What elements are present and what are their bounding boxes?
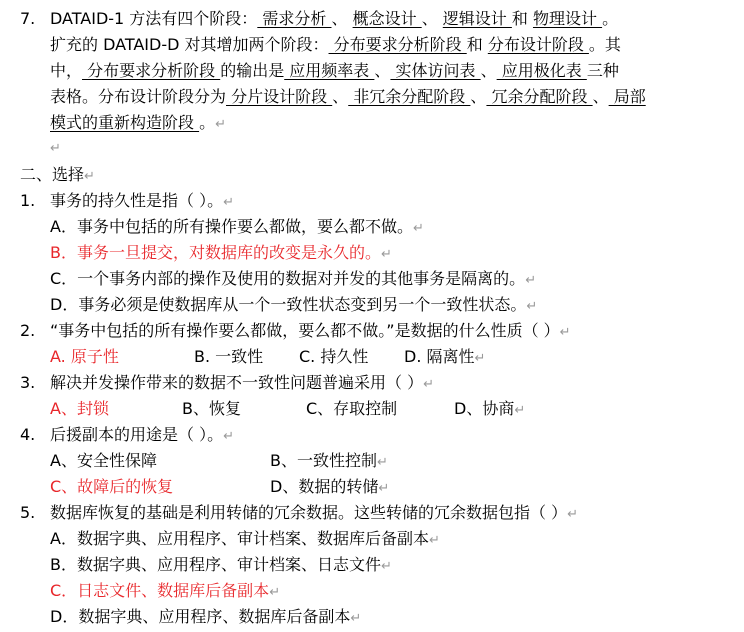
option-b-answer — [50, 240, 392, 266]
option-d — [50, 292, 537, 318]
text-run: 、 — [332, 87, 349, 106]
text-run: 、 — [331, 9, 353, 28]
fill-in-answer: 分布要求分析阶段 — [82, 61, 221, 80]
option-c-answer — [50, 578, 280, 604]
paragraph-mark: ↵ — [215, 117, 227, 132]
options-row — [0, 396, 744, 422]
fill-in-answer: 分布要求分析阶段 — [328, 35, 467, 54]
paragraph-mark: ↵ — [380, 559, 392, 574]
option-text: C．日志文件、数据库后备副本 — [50, 581, 270, 600]
text-run: 扩充的 DATAID-D 对其增加两个阶段： — [50, 35, 329, 54]
fill-in-answer: 冗余分配阶段 — [486, 87, 593, 106]
text-run: 、 — [470, 87, 487, 106]
fill-in-answer: 应用频率表 — [284, 61, 375, 80]
option-text: C．一个事务内部的操作及使用的数据对并发的其他事务是隔离的。 — [50, 269, 526, 288]
text-run: 。其 — [588, 35, 621, 54]
paragraph-mark: ↵ — [223, 429, 234, 444]
option-b — [50, 552, 392, 578]
text-run: 、 — [592, 87, 609, 106]
question-stem: “事务中包括的所有操作要么都做，要么都不做。”是数据的什么性质（ ） — [50, 321, 560, 340]
section-title-text: 二、选择 — [20, 165, 85, 184]
text-run: 表格。分布设计阶段分为 — [50, 87, 227, 106]
fill-in-answer: 概念设计 — [352, 9, 422, 28]
option-d: D、协商 — [454, 399, 515, 418]
option-text: D．事务必须是使数据库从一个一致性状态变到另一个一致性状态。 — [50, 295, 527, 314]
question-stem-row — [0, 370, 744, 396]
question-stem: 解决并发操作带来的数据不一致性问题普遍采用（ ） — [50, 373, 424, 392]
question-stem-row — [0, 500, 744, 526]
fill-in-answer: 分片设计阶段 — [226, 87, 333, 106]
question-stem: 数据库恢复的基础是利用转储的冗余数据。这些转储的冗余数据包指（ ） — [50, 503, 568, 522]
option-a: A、安全性保障 — [50, 451, 157, 470]
question-stem: 后援副本的用途是（ ）。 — [50, 425, 224, 444]
question-stem-row — [0, 318, 744, 344]
paragraph-mark: ↵ — [378, 481, 390, 496]
question-stem-row — [0, 188, 744, 214]
paragraph-mark: ↵ — [428, 533, 440, 548]
option-c: C. 持久性 — [299, 347, 369, 366]
fill-in-answer: 实体访问表 — [390, 61, 481, 80]
text-run: 、 — [374, 61, 391, 80]
paragraph-mark: ↵ — [525, 273, 537, 288]
question-number: 5. — [20, 503, 36, 522]
paragraph-mark: ↵ — [559, 325, 571, 340]
text-run: 和 — [511, 9, 533, 28]
fill-in-answer: 局部 — [608, 87, 646, 106]
question-number: 1. — [20, 191, 36, 210]
paragraph-line — [50, 110, 226, 136]
options-row — [0, 448, 744, 474]
paragraph-mark: ↵ — [223, 195, 234, 210]
text-run: 的输出是 — [220, 61, 285, 80]
option-d — [50, 604, 361, 630]
paragraph-mark: ↵ — [50, 141, 61, 156]
fill-in-answer: 物理设计 — [532, 9, 603, 28]
option-a — [50, 526, 440, 552]
paragraph-mark: ↵ — [412, 221, 424, 236]
text-run: 。 — [199, 113, 216, 132]
options-row — [0, 474, 744, 500]
paragraph-mark: ↵ — [84, 169, 95, 184]
question-number: 4. — [20, 425, 36, 444]
paragraph-mark: ↵ — [526, 299, 538, 314]
option-d: D. 隔离性 — [404, 347, 475, 366]
text-run: 、 — [480, 61, 497, 80]
paragraph-mark: ↵ — [514, 403, 526, 418]
paragraph-mark: ↵ — [350, 611, 362, 626]
text-run: 、 — [421, 9, 443, 28]
option-text: D．数据字典、应用程序、数据库后备副本 — [50, 607, 351, 626]
fill-in-answer: 需求分析 — [257, 9, 332, 28]
fill-in-answer: 分布设计阶段 — [487, 35, 589, 54]
option-text: B．事务一旦提交，对数据库的改变是永久的。 — [50, 243, 381, 262]
question-number: 2. — [20, 321, 36, 340]
text-run: DATAID-1 方法有四个阶段： — [50, 9, 258, 28]
text-run: 和 — [466, 35, 488, 54]
option-a-answer: A. 原子性 — [50, 347, 119, 366]
paragraph-mark: ↵ — [269, 585, 281, 600]
text-run: 三种 — [586, 61, 619, 80]
option-d: D、数据的转储 — [270, 477, 379, 496]
paragraph-line — [50, 32, 621, 58]
option-text: A．事务中包括的所有操作要么都做，要么都不做。 — [50, 217, 413, 236]
fill-in-answer: 逻辑设计 — [442, 9, 512, 28]
option-c-answer: C、故障后的恢复 — [50, 477, 174, 496]
question-number: 7. — [20, 9, 36, 28]
fill-in-answer: 应用极化表 — [496, 61, 587, 80]
option-b: B、恢复 — [182, 399, 241, 418]
text-run: 。 — [602, 9, 619, 28]
paragraph-mark: ↵ — [474, 351, 486, 366]
option-a-answer: A、封锁 — [50, 399, 109, 418]
paragraph-line — [50, 84, 646, 110]
paragraph-mark: ↵ — [423, 377, 434, 392]
paragraph-mark: ↵ — [376, 455, 388, 470]
text-run: 中， — [50, 61, 83, 80]
section-title — [20, 162, 95, 188]
question-stem-row — [0, 422, 744, 448]
fill-in-answer: 非冗余分配阶段 — [348, 87, 471, 106]
options-row — [0, 344, 744, 370]
paragraph-mark: ↵ — [380, 247, 392, 262]
question-number: 3. — [20, 373, 36, 392]
fill-in-answer: 模式的重新构造阶段 — [50, 113, 200, 132]
paragraph-mark: ↵ — [567, 507, 578, 522]
option-text: B．数据字典、应用程序、审计档案、日志文件 — [50, 555, 381, 574]
paragraph-line — [50, 6, 618, 32]
option-a — [50, 214, 424, 240]
paragraph-line — [50, 58, 619, 84]
option-b: B、一致性控制 — [270, 451, 377, 470]
option-c — [50, 266, 536, 292]
option-text: A．数据字典、应用程序、审计档案、数据库后备副本 — [50, 529, 429, 548]
option-c: C、存取控制 — [306, 399, 398, 418]
question-stem: 事务的持久性是指（ ）。 — [50, 191, 224, 210]
option-b: B. 一致性 — [194, 347, 264, 366]
